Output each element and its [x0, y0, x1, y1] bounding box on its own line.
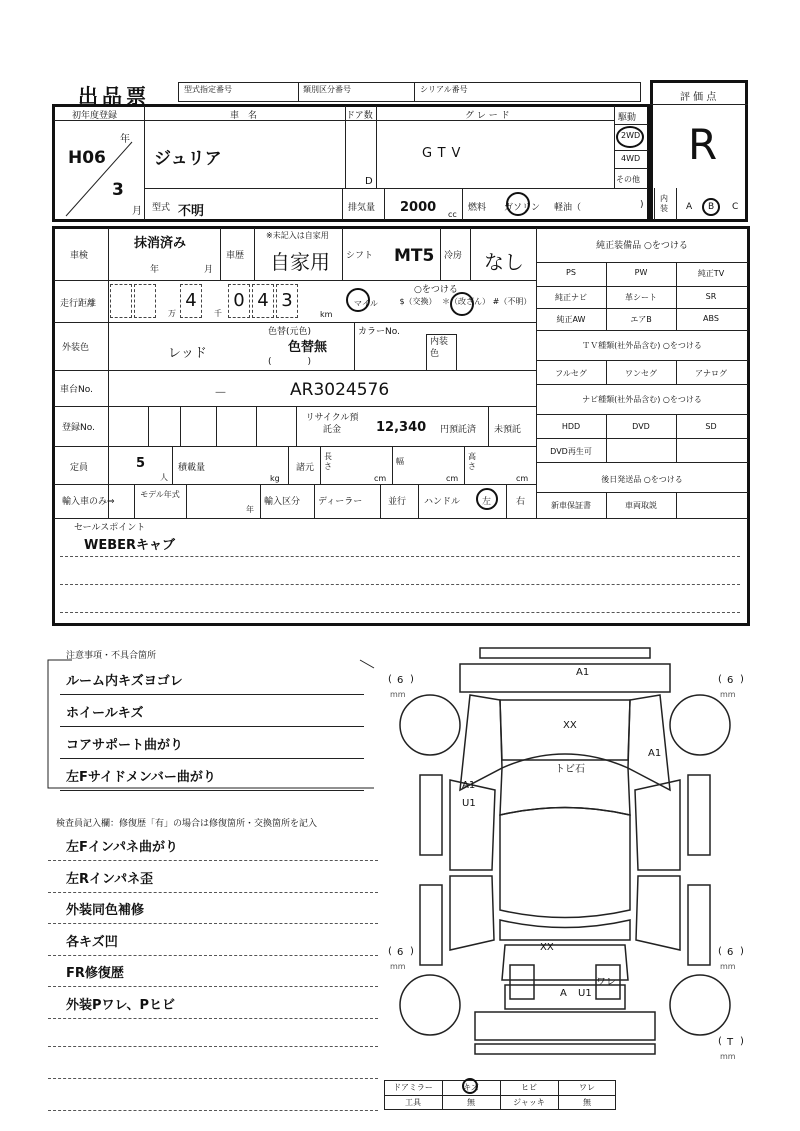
notes-label: 注意事項・不具合箇所: [66, 651, 157, 661]
chassis-dash: －: [214, 386, 228, 401]
chassis-number: AR3024576: [290, 380, 390, 400]
month-unit: 月: [132, 206, 142, 217]
tv-title: ＴＶ種類(社外品含む) ○をつける: [582, 341, 702, 350]
tread-marker: ( 6 ) mm: [388, 674, 414, 699]
length-cm: cm: [374, 474, 387, 483]
interior-a: A: [686, 202, 693, 212]
era-year: H06: [68, 148, 106, 168]
ext-color-label: 外装色: [62, 343, 90, 353]
legend-cell: 無: [583, 1098, 591, 1107]
recycle-label: リサイクル預託金: [305, 413, 359, 435]
navi-option: SD: [705, 422, 717, 431]
type-designation-label: 型式指定番号: [184, 85, 232, 94]
note-item: ホイールキズ: [66, 706, 144, 721]
legend-cell: キズ: [463, 1083, 479, 1092]
mark-left-door-a: A1: [462, 780, 476, 791]
first-reg-month: 3: [112, 180, 124, 200]
legend-cell: ワレ: [579, 1083, 595, 1092]
meter-tamper: ＊（改ざん）: [442, 297, 490, 306]
recycle-value: 12,340: [376, 420, 427, 435]
ac-label: 冷房: [444, 251, 463, 261]
inspector-item: FR修復歴: [66, 966, 124, 981]
mark-rear-lamp: ワレ: [596, 977, 616, 988]
navi-option: DVD: [632, 422, 650, 431]
model-year-label: モデル年式: [140, 490, 180, 499]
inspector-item: 外装同色補修: [66, 903, 145, 918]
drive-other: その他: [616, 175, 640, 184]
deposit-label: 円預託済: [440, 425, 477, 435]
handle-left: 左: [482, 497, 492, 507]
mileage-digit: 4: [252, 284, 274, 318]
mileage-digit: [110, 284, 132, 318]
cc-unit: cc: [448, 210, 457, 219]
displacement-label: 排気量: [348, 203, 376, 213]
tread-marker: ( 6 ) mm: [718, 946, 744, 971]
unit-km: km: [320, 310, 333, 319]
dims-label: 諸元: [296, 463, 315, 473]
equip-item: 純正ナビ: [555, 293, 587, 302]
mark-rear-bumper-a: A: [560, 988, 567, 999]
equip-item: PW: [634, 268, 648, 277]
int-color-label: 内装色: [430, 337, 449, 359]
person-unit: 人: [160, 473, 168, 482]
navi-option: HDD: [561, 422, 581, 431]
mark-rear-bumper-u: U1: [578, 988, 592, 999]
dealer-option: ディーラー: [318, 497, 363, 507]
first-reg-label: 初年度登録: [72, 111, 118, 121]
equip-item: SR: [705, 292, 717, 301]
color-no-label: カラーNo.: [358, 327, 400, 337]
capacity-label: 定員: [70, 463, 89, 473]
parallel-option: 並行: [388, 497, 407, 507]
tv-option: ワンセグ: [625, 369, 657, 378]
recolor-value: 色替無: [288, 340, 328, 355]
navi-title: ナビ種類(社外品含む) ○をつける: [582, 395, 702, 404]
score-label: 評 価 点: [680, 92, 717, 103]
mark-windshield: トビ石: [555, 764, 585, 775]
page-title: 出品票: [78, 84, 150, 108]
category-label: 類別区分番号: [303, 85, 351, 94]
inspector-item: 各キズ凹: [66, 934, 118, 950]
equip-item: ABS: [703, 314, 719, 323]
reg-no-label: 登録No.: [62, 423, 95, 433]
mileage-digit: [134, 284, 156, 318]
grade-value: GTV: [422, 146, 467, 161]
equip-item: 革シート: [625, 293, 657, 302]
shaken-month: 月: [204, 265, 214, 275]
fuel-gasoline: ガソリン: [504, 203, 541, 213]
model-value: 不明: [178, 204, 205, 219]
shaken-value: 抹消済み: [134, 236, 187, 251]
meter-exchange: $（交換）: [399, 297, 437, 306]
meter-mile: マイル: [354, 299, 378, 308]
width-cm: cm: [446, 474, 459, 483]
later-item: 車両取説: [625, 501, 657, 510]
shaken-year: 年: [150, 265, 160, 275]
equip-item: 純正AW: [556, 315, 586, 324]
interior-selected-circle: [702, 198, 720, 216]
sales-point-text: WEBERキャブ: [84, 538, 176, 553]
mark-hood: XX: [563, 720, 577, 731]
later-title: 後日発送品 ○をつける: [601, 475, 683, 484]
drive-selected-circle: [616, 126, 644, 148]
history-label: 車歴: [226, 251, 245, 261]
length-label: 長さ: [324, 452, 332, 471]
inspector-item: 外装Pワレ、Pヒビ: [66, 997, 176, 1013]
equip-item: エアB: [630, 315, 652, 324]
tread-marker: ( T ) mm: [718, 1036, 744, 1061]
model-year-unit: 年: [246, 505, 254, 514]
displacement-value: 2000: [400, 200, 437, 215]
equip-title: 純正装備品 ○をつける: [596, 241, 688, 251]
tv-option: アナログ: [695, 369, 727, 378]
navi-dvd-playback: DVD再生可: [550, 447, 592, 456]
note-item: 左Fサイドメンバー曲がり: [66, 770, 216, 785]
drive-label: 駆動: [618, 113, 637, 123]
mark-front-bumper: A1: [576, 667, 590, 678]
height-label: 高さ: [468, 452, 476, 471]
header-fields: [178, 82, 641, 102]
inspector-item: 左Fインパネ曲がり: [66, 840, 178, 855]
legend-cell: 工具: [405, 1098, 421, 1107]
handle-label: ハンドル: [424, 497, 461, 507]
fuel-diesel: 軽油（: [554, 203, 582, 213]
import-label: 輸入車のみ⇒: [62, 497, 115, 507]
mileage-digit: 3: [276, 284, 298, 318]
legend-cell: ドアミラー: [393, 1083, 433, 1092]
inspector-label: 検査員記入欄：修復歴「有」の場合は修復箇所・交換箇所を記入: [56, 819, 318, 829]
equip-item: 純正TV: [697, 269, 725, 278]
shift-value: MT5: [394, 246, 435, 266]
ac-value: なし: [484, 250, 524, 274]
handle-selected-circle: [476, 488, 498, 510]
unit-man: 万: [168, 309, 176, 318]
grade-label: グ レ ー ド: [465, 111, 510, 121]
recolor-paren: ( ): [268, 357, 312, 367]
kg-unit: kg: [270, 474, 280, 483]
shift-label: シフト: [346, 251, 374, 261]
score-value: R: [688, 120, 718, 169]
mileage-digit: 4: [180, 284, 202, 318]
undeposited-label: 未預託: [494, 425, 522, 435]
interior-label: 内装: [660, 194, 668, 213]
mark-left-door-u: U1: [462, 798, 476, 809]
car-damage-diagram: [380, 640, 750, 1080]
car-name: ジュリア: [154, 149, 222, 169]
unit-sen: 千: [214, 309, 222, 318]
year-unit: 年: [120, 134, 130, 145]
fuel-selected-circle: [506, 192, 530, 216]
meter-note: ○をつける: [414, 285, 458, 295]
fuel-label: 燃料: [468, 203, 487, 213]
car-name-label: 車 名: [230, 111, 258, 121]
drive-2wd: 2WD: [621, 131, 641, 140]
note-item: ルーム内キズヨゴレ: [66, 674, 183, 689]
capacity-value: 5: [136, 456, 146, 471]
history-value: 自家用: [270, 250, 330, 274]
history-note: ※未記入は自家用: [266, 231, 329, 240]
model-label: 型式: [152, 203, 171, 213]
import-cat-label: 輸入区分: [264, 497, 301, 507]
recolor-label: 色替(元色): [268, 327, 312, 337]
tread-marker: ( 6 ) mm: [718, 674, 744, 699]
drive-4wd: 4WD: [621, 154, 641, 163]
legend-scratch-circle: [462, 1078, 478, 1094]
inspector-item: 左Rインパネ歪: [66, 871, 154, 887]
chassis-label: 車台No.: [60, 385, 93, 395]
interior-c: C: [732, 202, 739, 212]
note-item: コアサポート曲がり: [66, 738, 184, 753]
doors-label: ドア数: [346, 111, 373, 121]
shaken-label: 車検: [70, 251, 89, 261]
sales-point-label: セールスポイント: [74, 523, 146, 533]
mark-front-right: A1: [648, 748, 662, 759]
tread-marker: ( 6 ) mm: [388, 946, 414, 971]
mark-rear: XX: [540, 942, 554, 953]
later-item: 新車保証書: [551, 501, 591, 510]
doors-value: D: [365, 176, 373, 187]
meter-tamper-circle: [450, 292, 474, 316]
width-label: 幅: [396, 457, 404, 466]
mileage-digit: 0: [228, 284, 250, 318]
height-cm: cm: [516, 474, 529, 483]
serial-label: シリアル番号: [420, 85, 468, 94]
meter-mile-circle: [346, 288, 370, 312]
mileage-label: 走行距離: [60, 299, 97, 309]
handle-right: 右: [516, 497, 526, 507]
meter-unknown: #（不明）: [492, 297, 532, 306]
legend-cell: ヒビ: [521, 1083, 537, 1092]
legend-cell: 無: [467, 1098, 475, 1107]
equip-item: PS: [566, 268, 576, 277]
interior-b: B: [708, 202, 715, 212]
tv-option: フルセグ: [555, 369, 587, 378]
ext-color-value: レッド: [168, 346, 207, 361]
load-label: 積載量: [178, 463, 206, 473]
legend-cell: ジャッキ: [513, 1098, 545, 1107]
